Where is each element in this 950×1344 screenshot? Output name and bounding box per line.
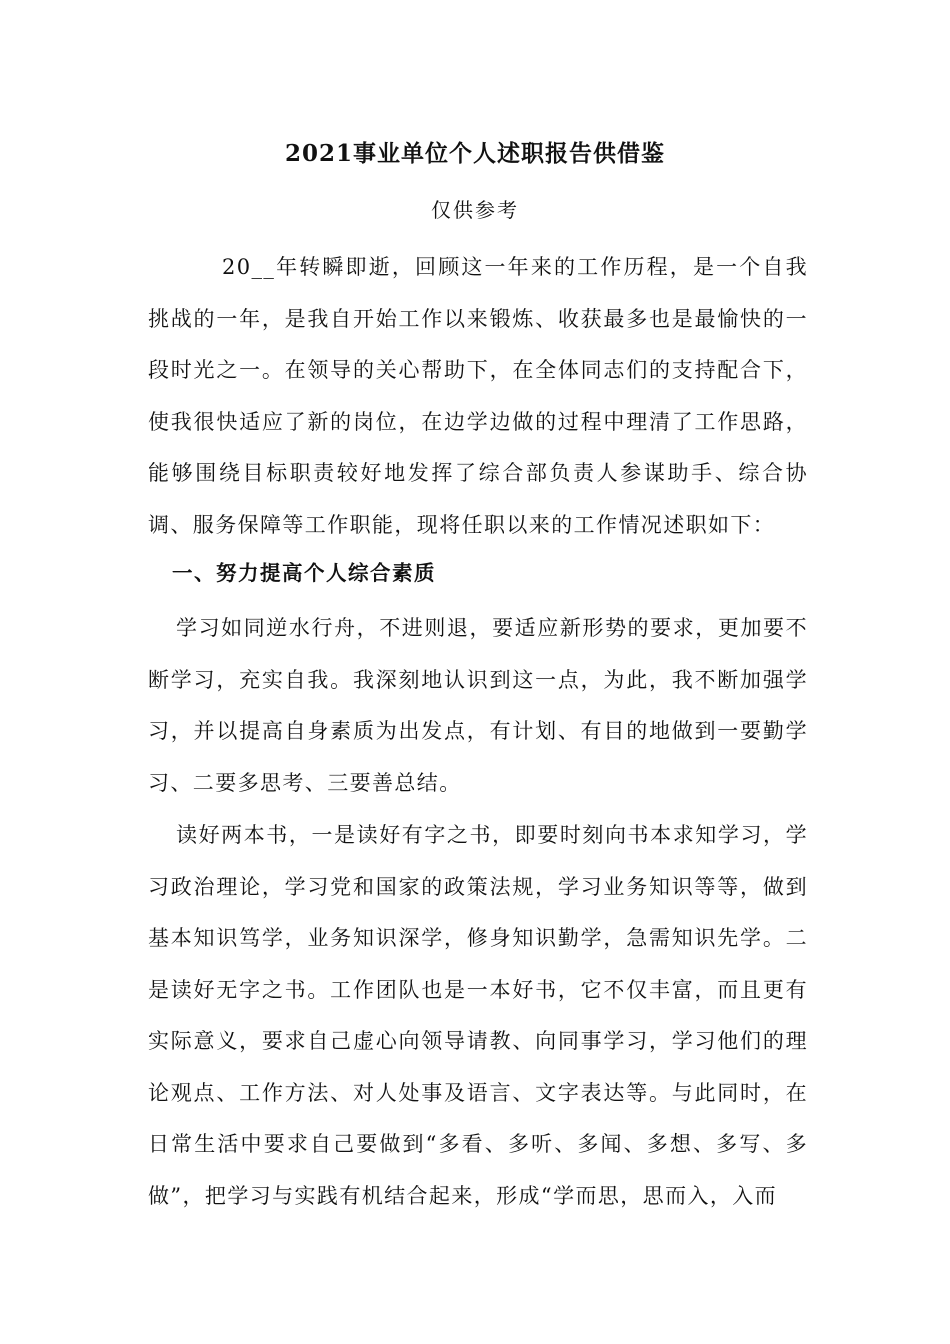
intro-paragraph: 20__年转瞬即逝，回顾这一年来的工作历程，是一个自我挑战的一年，是我自开始工作以来锻炼、收获最多也是最愉快的一段时光之一。在领导的关心帮助下，在全体同志们的支持配合下，使我很快适应了新的岗位，在边学边做的过程中理清了工作思路，能够围绕目标职责较好地发挥了综合部负责人参谋助手、综合协调、服务保障等工作职能，现将任职以来的工作情况述职如下： bbox=[148, 255, 808, 537]
document-subtitle: 仅供参考 bbox=[431, 198, 519, 222]
paragraph-two-books: 读好两本书，一是读好有字之书，即要时刻向书本求知学习，学习政治理论，学习党和国家的政策法规，学习业务知识等等，做到基本知识笃学，业务知识深学，修身知识勤学，急需知识先学。二是读好无字之书。工作团队也是一本好书，它不仅丰富，而且更有实际意义，要求自己虚心向领导请教、向同事学习，学习他们的理论观点、工作方法、对人处事及语言、文字表达等。与此同时，在日常生活中要求自己要做到“多看、多听、多闻、多想、多写、多做”，把学习与实践有机结合起来，形成“学而思，思而入，入而 bbox=[148, 823, 808, 1208]
document-title: 2021事业单位个人述职报告供借鉴 bbox=[284, 140, 665, 167]
section-heading-1: 一、努力提高个人综合素质 bbox=[172, 561, 436, 585]
paragraph-study: 学习如同逆水行舟，不进则退，要适应新形势的要求，更加要不断学习，充实自我。我深刻地认识到这一点，为此，我不断加强学习，并以提高自身素质为出发点，有计划、有目的地做到一要勤学习、二要多思考、三要善总结。 bbox=[148, 616, 808, 795]
